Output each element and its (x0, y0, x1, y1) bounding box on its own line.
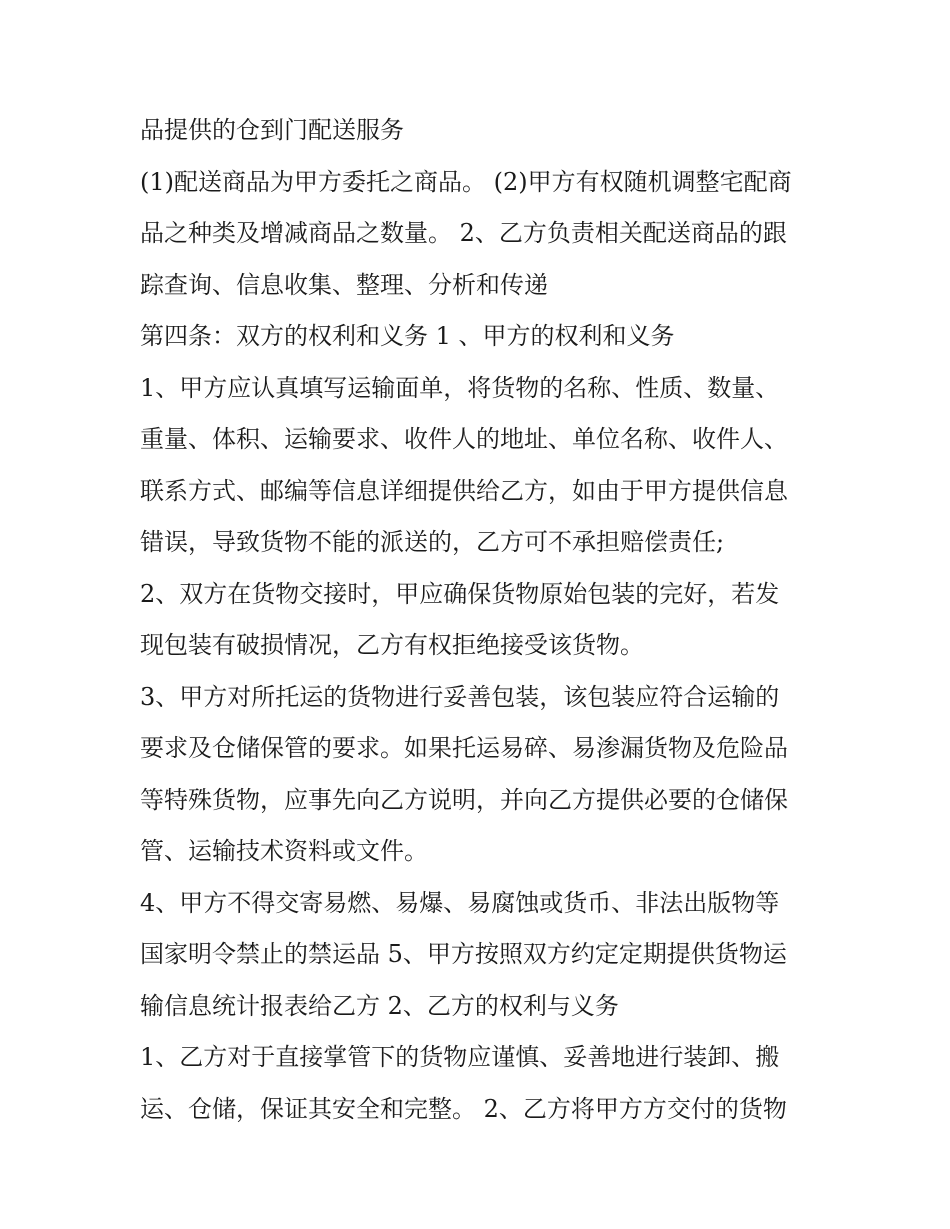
text-line: 第四条：双方的权利和义务 1 、甲方的权利和义务 (140, 322, 675, 350)
text-line: 国家明令禁止的禁运品 5、甲方按照双方约定定期提供货物运 (140, 940, 787, 968)
text-line: 等特殊货物，应事先向乙方说明，并向乙方提供必要的仓储保 (140, 785, 788, 814)
text-line: 品提供的仓到门配送服务 (140, 116, 404, 144)
text-line: (1)配送商品为甲方委托之商品。 (2)甲方有权随机调整宅配商 (140, 167, 792, 196)
text-line: 品之种类及增减商品之数量。 2、乙方负责相关配送商品的跟 (140, 219, 787, 247)
text-line: 管、运输技术资料或文件。 (140, 837, 428, 865)
text-line: 运、仓储，保证其安全和完整。 2、乙方将甲方方交付的货物 (140, 1094, 787, 1123)
contract-text (140, 105, 830, 1135)
text-line: 踪查询、信息收集、整理、分析和传递 (140, 270, 548, 299)
text-line: 1、甲方应认真填写运输面单，将货物的名称、性质、数量、 (140, 373, 780, 402)
text-line: 3、甲方对所托运的货物进行妥善包装，该包装应符合运输的 (140, 682, 780, 711)
text-line: 4、甲方不得交寄易燃、易爆、易腐蚀或货币、非法出版物等 (140, 888, 780, 917)
text-line: 输信息统计报表给乙方 2、乙方的权利与义务 (140, 991, 619, 1020)
text-line: 现包装有破损情况，乙方有权拒绝接受该货物。 (140, 631, 644, 659)
text-line: 要求及仓储保管的要求。如果托运易碎、易渗漏货物及危险品 (140, 734, 788, 762)
text-line: 1、乙方对于直接掌管下的货物应谨慎、妥善地进行装卸、搬 (140, 1043, 780, 1071)
text-line: 重量、体积、运输要求、收件人的地址、单位名称、收件人、 (140, 425, 788, 453)
text-line: 2、双方在货物交接时，甲应确保货物原始包装的完好，若发 (140, 579, 780, 608)
text-line: 错误，导致货物不能的派送的，乙方可不承担赔偿责任; (140, 528, 725, 556)
text-line: 联系方式、邮编等信息详细提供给乙方，如由于甲方提供信息 (140, 476, 788, 505)
